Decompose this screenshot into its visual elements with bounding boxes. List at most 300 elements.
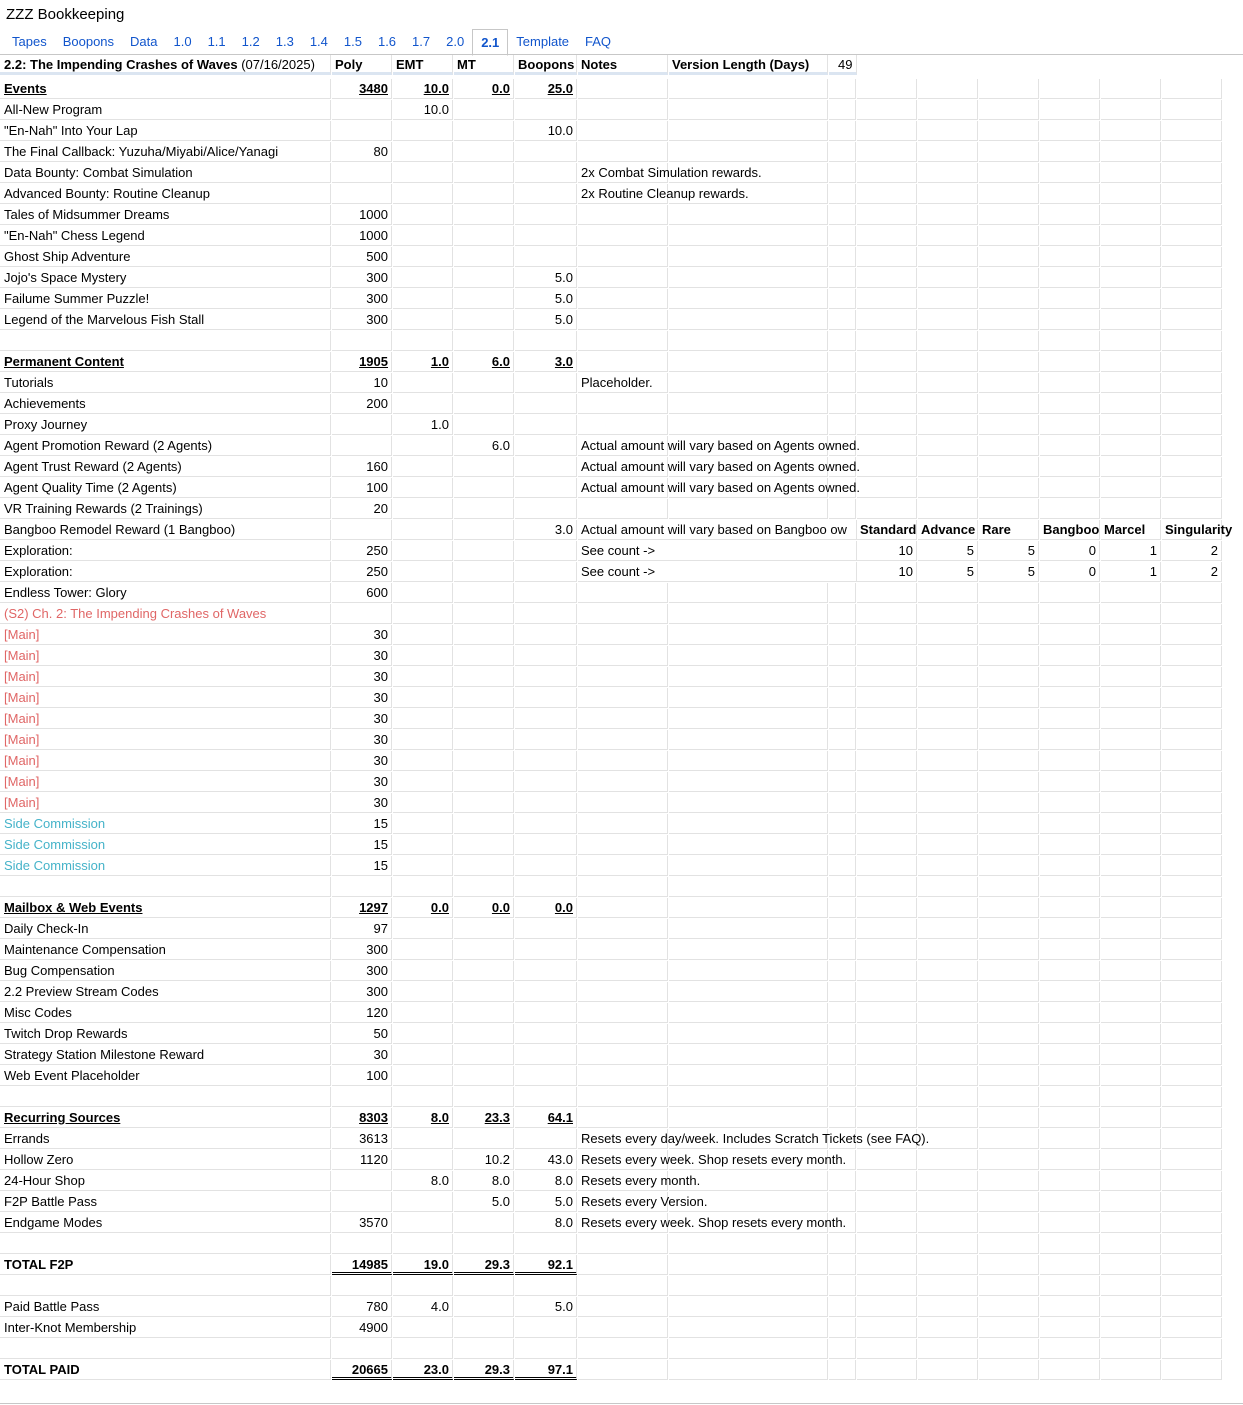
header-poly[interactable]: Poly [332, 55, 392, 75]
cell-mt[interactable] [454, 835, 514, 855]
cell-count[interactable] [1040, 478, 1100, 498]
cell-empty[interactable] [829, 667, 856, 687]
cell-count[interactable]: Marcel [1101, 520, 1161, 540]
cell-count[interactable] [857, 499, 917, 519]
cell-count[interactable] [857, 709, 917, 729]
cell-count[interactable] [857, 373, 917, 393]
cell-notes[interactable] [578, 940, 668, 960]
cell-count[interactable] [1101, 1171, 1161, 1191]
cell-emt[interactable]: 19.0 [393, 1255, 453, 1275]
cell-count[interactable] [1101, 478, 1161, 498]
cell-count[interactable] [857, 1234, 917, 1254]
cell-count[interactable] [1040, 79, 1100, 99]
cell-emt[interactable] [393, 940, 453, 960]
cell-notes[interactable] [578, 499, 668, 519]
cell-empty[interactable] [669, 1255, 828, 1275]
cell-empty[interactable] [829, 1318, 856, 1338]
cell-poly[interactable]: 50 [332, 1024, 392, 1044]
cell-count[interactable] [1040, 142, 1100, 162]
tab-1-5[interactable]: 1.5 [343, 34, 362, 49]
cell-mt[interactable] [454, 646, 514, 666]
version-title-cell[interactable] [0, 55, 331, 75]
row-label[interactable]: [Main] [0, 772, 331, 792]
tab-1-6[interactable]: 1.6 [377, 34, 397, 49]
cell-count[interactable] [1162, 1171, 1222, 1191]
cell-count[interactable] [1040, 1234, 1100, 1254]
cell-notes[interactable]: Resets every week. Shop resets every month. [578, 1213, 668, 1233]
cell-mt[interactable]: 5.0 [454, 1192, 514, 1212]
cell-notes[interactable] [578, 835, 668, 855]
cell-notes[interactable] [578, 877, 668, 897]
cell-empty[interactable] [669, 856, 828, 876]
cell-emt[interactable] [393, 646, 453, 666]
cell-boopons[interactable] [515, 394, 577, 414]
row-label[interactable]: Recurring Sources [0, 1108, 331, 1128]
cell-count[interactable] [918, 394, 978, 414]
cell-count[interactable] [1101, 1129, 1161, 1149]
cell-poly[interactable]: 30 [332, 646, 392, 666]
row-label[interactable]: Exploration: [0, 562, 331, 582]
cell-boopons[interactable]: 3.0 [515, 352, 577, 372]
cell-count[interactable] [1101, 898, 1161, 918]
cell-notes[interactable]: See count -> [578, 541, 857, 561]
cell-count[interactable] [857, 646, 917, 666]
cell-count[interactable]: Bangboo [1040, 520, 1100, 540]
cell-count[interactable] [979, 793, 1039, 813]
cell-count[interactable] [918, 604, 978, 624]
row-label[interactable]: Hollow Zero [0, 1150, 331, 1170]
cell-mt[interactable] [454, 562, 514, 582]
cell-count[interactable] [1040, 1297, 1100, 1317]
cell-boopons[interactable]: 5.0 [515, 268, 577, 288]
cell-boopons[interactable] [515, 646, 577, 666]
cell-count[interactable] [918, 247, 978, 267]
cell-count[interactable] [857, 352, 917, 372]
cell-count[interactable] [857, 163, 917, 183]
cell-boopons[interactable]: 8.0 [515, 1213, 577, 1233]
cell-poly[interactable] [332, 1234, 392, 1254]
cell-empty[interactable] [669, 79, 828, 99]
cell-boopons[interactable] [515, 1276, 577, 1296]
row-label[interactable] [0, 1234, 331, 1254]
cell-emt[interactable] [393, 625, 453, 645]
cell-count[interactable] [857, 1318, 917, 1338]
cell-boopons[interactable] [515, 1003, 577, 1023]
cell-count[interactable] [1040, 100, 1100, 120]
cell-empty[interactable] [829, 394, 856, 414]
cell-count[interactable] [1101, 583, 1161, 603]
cell-empty[interactable] [669, 142, 828, 162]
row-label[interactable]: Agent Promotion Reward (2 Agents) [0, 436, 331, 456]
cell-poly[interactable]: 600 [332, 583, 392, 603]
cell-emt[interactable] [393, 268, 453, 288]
row-label[interactable]: Agent Trust Reward (2 Agents) [0, 457, 331, 477]
cell-mt[interactable]: 6.0 [454, 436, 514, 456]
cell-boopons[interactable] [515, 1129, 577, 1149]
cell-poly[interactable]: 4900 [332, 1318, 392, 1338]
cell-emt[interactable] [393, 772, 453, 792]
cell-count[interactable] [1162, 394, 1222, 414]
cell-empty[interactable] [829, 835, 856, 855]
cell-count[interactable] [979, 247, 1039, 267]
row-label[interactable]: (S2) Ch. 2: The Impending Crashes of Waves [0, 604, 331, 624]
cell-count[interactable] [979, 604, 1039, 624]
cell-boopons[interactable]: 8.0 [515, 1171, 577, 1191]
cell-count[interactable] [1040, 1108, 1100, 1128]
cell-empty[interactable] [829, 310, 856, 330]
cell-mt[interactable]: 10.2 [454, 1150, 514, 1170]
cell-notes[interactable] [578, 730, 668, 750]
row-label[interactable]: Inter-Knot Membership [0, 1318, 331, 1338]
cell-count[interactable] [1040, 499, 1100, 519]
header-version-length-label[interactable]: Version Length (Days) [669, 55, 828, 75]
cell-count[interactable] [857, 394, 917, 414]
cell-poly[interactable]: 30 [332, 772, 392, 792]
cell-notes[interactable] [578, 1087, 668, 1107]
cell-poly[interactable] [332, 100, 392, 120]
cell-poly[interactable]: 250 [332, 541, 392, 561]
cell-count[interactable] [1101, 1108, 1161, 1128]
row-label[interactable]: Endless Tower: Glory [0, 583, 331, 603]
cell-emt[interactable] [393, 961, 453, 981]
cell-count[interactable] [1101, 919, 1161, 939]
header-boopons[interactable]: Boopons [515, 55, 577, 75]
cell-empty[interactable] [669, 1087, 828, 1107]
row-label[interactable]: Permanent Content [0, 352, 331, 372]
cell-count[interactable] [857, 1087, 917, 1107]
cell-count[interactable] [857, 1192, 917, 1212]
cell-mt[interactable] [454, 121, 514, 141]
cell-count[interactable] [918, 436, 978, 456]
cell-mt[interactable] [454, 688, 514, 708]
cell-poly[interactable]: 1000 [332, 205, 392, 225]
cell-mt[interactable] [454, 856, 514, 876]
cell-poly[interactable] [332, 1339, 392, 1359]
cell-empty[interactable] [829, 373, 856, 393]
cell-mt[interactable] [454, 814, 514, 834]
cell-poly[interactable]: 100 [332, 478, 392, 498]
cell-count[interactable] [857, 961, 917, 981]
cell-notes[interactable] [578, 1297, 668, 1317]
cell-poly[interactable]: 1120 [332, 1150, 392, 1170]
cell-count[interactable] [979, 1024, 1039, 1044]
cell-count[interactable] [1162, 247, 1222, 267]
cell-count[interactable] [1040, 1024, 1100, 1044]
cell-count[interactable] [1162, 667, 1222, 687]
cell-count[interactable] [1162, 1066, 1222, 1086]
cell-boopons[interactable] [515, 814, 577, 834]
cell-count[interactable]: 5 [918, 562, 978, 582]
row-label[interactable]: "En-Nah" Chess Legend [0, 226, 331, 246]
cell-count[interactable] [979, 289, 1039, 309]
cell-empty[interactable] [669, 772, 828, 792]
cell-empty[interactable] [829, 1003, 856, 1023]
row-label[interactable] [0, 331, 331, 351]
cell-empty[interactable] [829, 751, 856, 771]
cell-emt[interactable] [393, 142, 453, 162]
cell-empty[interactable] [829, 1234, 856, 1254]
row-label[interactable]: Agent Quality Time (2 Agents) [0, 478, 331, 498]
cell-count[interactable] [918, 499, 978, 519]
cell-notes[interactable] [578, 1339, 668, 1359]
cell-poly[interactable]: 200 [332, 394, 392, 414]
cell-count[interactable] [1040, 604, 1100, 624]
cell-mt[interactable] [454, 415, 514, 435]
cell-count[interactable] [979, 667, 1039, 687]
cell-count[interactable] [918, 1360, 978, 1380]
row-label[interactable]: Side Commission [0, 814, 331, 834]
tab-tapes[interactable]: Tapes [12, 34, 47, 49]
cell-empty[interactable] [669, 730, 828, 750]
cell-count[interactable] [857, 1171, 917, 1191]
row-label[interactable]: [Main] [0, 688, 331, 708]
cell-count[interactable] [857, 1066, 917, 1086]
cell-mt[interactable]: 0.0 [454, 898, 514, 918]
cell-count[interactable] [979, 1255, 1039, 1275]
cell-count[interactable] [979, 1276, 1039, 1296]
cell-empty[interactable] [829, 415, 856, 435]
cell-emt[interactable] [393, 835, 453, 855]
cell-mt[interactable] [454, 457, 514, 477]
cell-count[interactable] [979, 625, 1039, 645]
cell-count[interactable] [1101, 1234, 1161, 1254]
cell-empty[interactable] [669, 415, 828, 435]
row-label[interactable]: Misc Codes [0, 1003, 331, 1023]
cell-count[interactable] [979, 184, 1039, 204]
cell-count[interactable] [1162, 121, 1222, 141]
cell-count[interactable] [918, 856, 978, 876]
cell-count[interactable] [1040, 268, 1100, 288]
cell-count[interactable] [979, 1066, 1039, 1086]
cell-poly[interactable] [332, 877, 392, 897]
cell-notes[interactable] [578, 1045, 668, 1065]
cell-count[interactable] [1162, 289, 1222, 309]
cell-emt[interactable] [393, 520, 453, 540]
row-label[interactable]: Advanced Bounty: Routine Cleanup [0, 184, 331, 204]
cell-count[interactable] [1040, 1192, 1100, 1212]
cell-emt[interactable]: 10.0 [393, 79, 453, 99]
cell-poly[interactable]: 120 [332, 1003, 392, 1023]
cell-count[interactable] [1162, 1234, 1222, 1254]
cell-boopons[interactable] [515, 1318, 577, 1338]
cell-count[interactable] [1040, 793, 1100, 813]
cell-notes[interactable]: Resets every day/week. Includes Scratch Tickets (see FAQ). [578, 1129, 668, 1149]
cell-count[interactable] [1101, 415, 1161, 435]
cell-count[interactable] [1040, 940, 1100, 960]
cell-count[interactable] [979, 898, 1039, 918]
cell-poly[interactable]: 300 [332, 289, 392, 309]
cell-boopons[interactable]: 43.0 [515, 1150, 577, 1170]
cell-notes[interactable]: Resets every Version. [578, 1192, 668, 1212]
cell-count[interactable] [1040, 1066, 1100, 1086]
row-label[interactable]: [Main] [0, 625, 331, 645]
cell-mt[interactable] [454, 541, 514, 561]
cell-emt[interactable] [393, 163, 453, 183]
row-label[interactable]: [Main] [0, 730, 331, 750]
cell-count[interactable] [918, 688, 978, 708]
cell-emt[interactable]: 1.0 [393, 415, 453, 435]
cell-poly[interactable] [332, 436, 392, 456]
cell-count[interactable] [1040, 1087, 1100, 1107]
cell-count[interactable] [918, 1234, 978, 1254]
cell-count[interactable] [1101, 499, 1161, 519]
cell-count[interactable] [1101, 1297, 1161, 1317]
cell-poly[interactable]: 3480 [332, 79, 392, 99]
cell-count[interactable] [1040, 1276, 1100, 1296]
cell-count[interactable] [857, 79, 917, 99]
cell-emt[interactable] [393, 541, 453, 561]
cell-count[interactable] [1162, 1045, 1222, 1065]
cell-count[interactable] [979, 331, 1039, 351]
cell-emt[interactable] [393, 1318, 453, 1338]
cell-count[interactable] [1101, 1045, 1161, 1065]
cell-count[interactable] [1101, 352, 1161, 372]
cell-boopons[interactable] [515, 415, 577, 435]
cell-count[interactable] [1040, 856, 1100, 876]
cell-count[interactable] [1162, 898, 1222, 918]
cell-notes[interactable]: Resets every month. [578, 1171, 668, 1191]
cell-count[interactable] [918, 625, 978, 645]
cell-emt[interactable] [393, 1192, 453, 1212]
cell-empty[interactable] [669, 793, 828, 813]
cell-empty[interactable] [829, 1045, 856, 1065]
cell-count[interactable]: 5 [918, 541, 978, 561]
cell-count[interactable] [918, 793, 978, 813]
cell-count[interactable] [857, 121, 917, 141]
cell-count[interactable] [1040, 1150, 1100, 1170]
cell-count[interactable] [1101, 1192, 1161, 1212]
row-label[interactable]: F2P Battle Pass [0, 1192, 331, 1212]
cell-count[interactable] [918, 1192, 978, 1212]
cell-notes[interactable] [578, 646, 668, 666]
row-label[interactable]: [Main] [0, 667, 331, 687]
cell-empty[interactable] [829, 583, 856, 603]
cell-count[interactable] [1040, 877, 1100, 897]
cell-empty[interactable] [669, 394, 828, 414]
cell-empty[interactable] [669, 982, 828, 1002]
cell-empty[interactable] [829, 898, 856, 918]
cell-count[interactable] [1101, 457, 1161, 477]
cell-count[interactable] [1162, 793, 1222, 813]
cell-count[interactable] [1162, 814, 1222, 834]
cell-boopons[interactable]: 97.1 [515, 1360, 577, 1380]
row-label[interactable]: Maintenance Compensation [0, 940, 331, 960]
cell-count[interactable] [1162, 961, 1222, 981]
cell-count[interactable] [857, 1003, 917, 1023]
cell-boopons[interactable]: 5.0 [515, 289, 577, 309]
cell-mt[interactable] [454, 1339, 514, 1359]
cell-mt[interactable]: 23.3 [454, 1108, 514, 1128]
cell-emt[interactable] [393, 457, 453, 477]
cell-poly[interactable] [332, 163, 392, 183]
cell-count[interactable] [857, 478, 917, 498]
cell-count[interactable] [1101, 436, 1161, 456]
cell-count[interactable]: 1 [1101, 562, 1161, 582]
cell-empty[interactable] [829, 688, 856, 708]
cell-count[interactable] [1162, 373, 1222, 393]
cell-poly[interactable]: 30 [332, 667, 392, 687]
cell-notes[interactable] [578, 814, 668, 834]
cell-notes[interactable]: Actual amount will vary based on Agents owned. [578, 436, 668, 456]
row-label[interactable]: Daily Check-In [0, 919, 331, 939]
cell-emt[interactable] [393, 877, 453, 897]
cell-count[interactable] [918, 961, 978, 981]
cell-count[interactable] [979, 226, 1039, 246]
cell-notes[interactable] [578, 394, 668, 414]
cell-mt[interactable] [454, 310, 514, 330]
cell-poly[interactable]: 300 [332, 268, 392, 288]
cell-count[interactable] [979, 1360, 1039, 1380]
cell-count[interactable] [1162, 415, 1222, 435]
cell-notes[interactable] [578, 1234, 668, 1254]
row-label[interactable]: Strategy Station Milestone Reward [0, 1045, 331, 1065]
cell-notes[interactable] [578, 121, 668, 141]
cell-emt[interactable] [393, 1276, 453, 1296]
cell-notes[interactable] [578, 709, 668, 729]
cell-count[interactable] [1040, 751, 1100, 771]
cell-notes[interactable] [578, 961, 668, 981]
cell-mt[interactable] [454, 1024, 514, 1044]
cell-count[interactable] [918, 751, 978, 771]
cell-count[interactable] [979, 310, 1039, 330]
cell-count[interactable] [1101, 373, 1161, 393]
cell-count[interactable] [1040, 583, 1100, 603]
cell-count[interactable] [1162, 310, 1222, 330]
cell-count[interactable] [979, 835, 1039, 855]
cell-emt[interactable] [393, 688, 453, 708]
cell-mt[interactable] [454, 226, 514, 246]
row-label[interactable]: Mailbox & Web Events [0, 898, 331, 918]
cell-emt[interactable] [393, 604, 453, 624]
cell-count[interactable] [857, 205, 917, 225]
cell-count[interactable] [1162, 1108, 1222, 1128]
cell-boopons[interactable] [515, 793, 577, 813]
cell-empty[interactable] [669, 289, 828, 309]
cell-notes[interactable] [578, 415, 668, 435]
cell-count[interactable] [1162, 1255, 1222, 1275]
header-notes[interactable]: Notes [578, 55, 668, 75]
cell-emt[interactable]: 0.0 [393, 898, 453, 918]
cell-count[interactable] [1162, 499, 1222, 519]
cell-count[interactable] [979, 1045, 1039, 1065]
cell-count[interactable] [1162, 184, 1222, 204]
cell-boopons[interactable] [515, 982, 577, 1002]
cell-mt[interactable] [454, 877, 514, 897]
cell-emt[interactable] [393, 583, 453, 603]
cell-boopons[interactable]: 10.0 [515, 121, 577, 141]
cell-boopons[interactable] [515, 751, 577, 771]
cell-count[interactable] [918, 415, 978, 435]
cell-count[interactable] [918, 772, 978, 792]
cell-count[interactable] [1040, 394, 1100, 414]
cell-notes[interactable]: Actual amount will vary based on Bangboo ow [578, 520, 857, 540]
cell-poly[interactable]: 1000 [332, 226, 392, 246]
cell-count[interactable] [1040, 415, 1100, 435]
cell-count[interactable] [979, 1129, 1039, 1149]
cell-poly[interactable]: 1905 [332, 352, 392, 372]
cell-poly[interactable]: 30 [332, 1045, 392, 1065]
cell-boopons[interactable] [515, 1087, 577, 1107]
cell-count[interactable] [857, 1276, 917, 1296]
cell-empty[interactable] [829, 1360, 856, 1380]
cell-count[interactable] [979, 142, 1039, 162]
cell-poly[interactable]: 20 [332, 499, 392, 519]
cell-count[interactable] [1040, 1213, 1100, 1233]
cell-count[interactable] [1162, 919, 1222, 939]
cell-empty[interactable] [829, 163, 856, 183]
cell-count[interactable] [1162, 436, 1222, 456]
cell-mt[interactable] [454, 583, 514, 603]
